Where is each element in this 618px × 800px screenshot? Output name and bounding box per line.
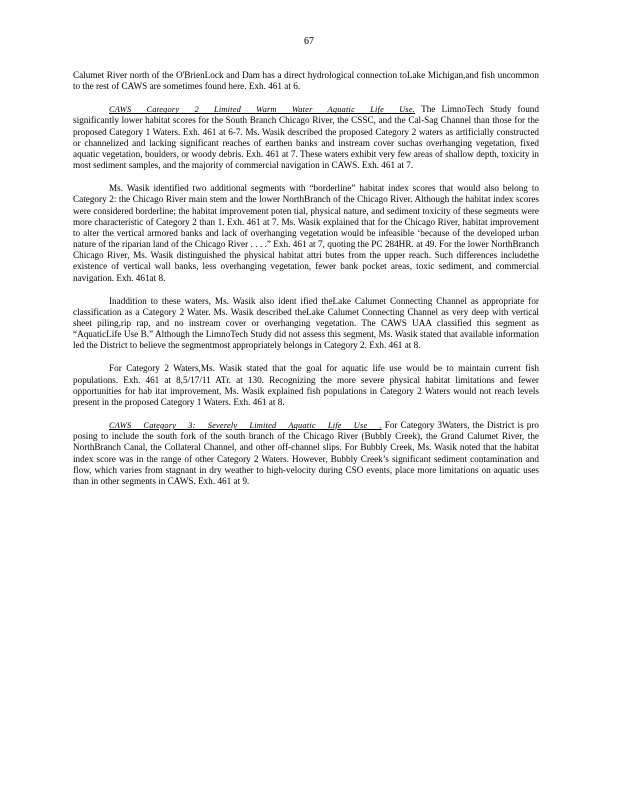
paragraph-text: Ms. Wasik identified two additional segments with “borderline” habitat index scores that would also belong to Category 2: the Chicago River main stem and the lower NorthBranch of the Chicago River. Although the habitat index scores were considered borderline; the habitat improvement poten tial, physical nature, and sediment toxicity of these segments were more characteristic of Category 2 than 1. Exh. 461 at 7. Ms. Wasik explained that for the Chicago River, habitat improvement to alter the vertical armored banks and lack of overhanging vegetation would be infeasible ‘because of the developed urban nature of the riparian land of the Chicago River . . . .” Exh. 461 at 7, quoting the PC 284HR. at 49. For the lower NorthBranch Chicago River, Ms. Wasik distinguished the physical habitat attri butes from the upper reach. Such differences includethe existence of vertical wall banks, less overhanging vegetation, fewer bank pocket areas, toxic sediment, and commercial navigation. Exh. 461at 8.: [73, 183, 539, 283]
paragraph-category-2: [73, 104, 539, 171]
document-body: [73, 70, 539, 499]
paragraph-text: Calumet River north of the O'BrienLock and Dam has a direct hydrological connection toLake Michigan,and fish uncommon to the rest of CAWS are sometimes found here. Exh. 461 at 6.: [73, 70, 539, 92]
page-number: 67: [304, 36, 314, 47]
paragraph-text: For Category 2 Waters,Ms. Wasik stated that the goal for aquatic life use would be to maintain current fish populations. Exh. 461 at 8,5/17/11 ATr. at 130. Recognizing the more severe physical habitat limitations and fewer opportunities for hab itat improvement, Ms. Wasik explained fish populations in Category 2 Waters would not reach levels present in the proposed Category 1 Waters. Exh. 461 at 8.: [73, 363, 539, 407]
paragraph-text: The LimnoTech Study found significantly lower habitat scores for the South Branch Chicago River, the CSSC, and the Cal-Sag Channel than those for the proposed Category 1 Waters. Exh. 461 at 6-7. Ms. Wasik described the proposed Category 2 waters as artificially constructed or channelized and lacking significant reaches of earthen banks and instream cover suchas overhanging vegetation, fixed aquatic vegetation, boulders, or woody debris. Exh. 461 at 7. These waters exhibit very few areas of shallow depth, toxicity in most sediment samples, and the majority of commercial navigation in CAWS. Exh. 461 at 7.: [73, 104, 539, 171]
paragraph-lake-calumet: [73, 296, 539, 352]
paragraph-text: Inaddition to these waters, Ms. Wasik also ident ified theLake Calumet Connecting Channel as appropriate for classification as a Category 2 Water. Ms. Wasik described theLake Calumet Connecting Channel as very deep with vertical sheet piling,rip rap, and no instream cover or overhanging vegetation. The CAWS UAA classified this segment as “AquaticLife Use B.” Although the LimnoTech Study did not assess this segment, Ms. Wasik stated that available information led the District to believe the segmentmost appropriately belongs in Category 2. Exh. 461 at 8.: [73, 295, 539, 351]
section-heading-category-3: CAWS Category 3: Severely Limited Aquatic Life Use .: [109, 421, 382, 431]
paragraph-category-3: [73, 420, 539, 487]
section-heading-category-2: CAWS Category 2 Limited Warm Water Aquatic Life Use.: [109, 105, 416, 115]
paragraph-text: For Category 3Waters, the District is pro posing to include the south fork of the south branch of the Chicago River (Bubbly Creek), the Grand Calumet River, the NorthBranch Canal, the Collateral Channel, and other off-channel slips. For Bubbly Creek, Ms. Wasik noted that the habitat index score was in the range of other Category 2 Waters. However, Bubbly Creek’s significant sediment contamination and flow, which varies from stagnant in dry weather to high-velocity during CSO events, place more limitations on aquatic uses than in other segments in CAWS. Exh. 461 at 9.: [73, 420, 539, 486]
paragraph-borderline-segments: [73, 183, 539, 283]
paragraph-category-2-goal: [73, 363, 539, 408]
paragraph-calumet-river: [73, 70, 539, 92]
